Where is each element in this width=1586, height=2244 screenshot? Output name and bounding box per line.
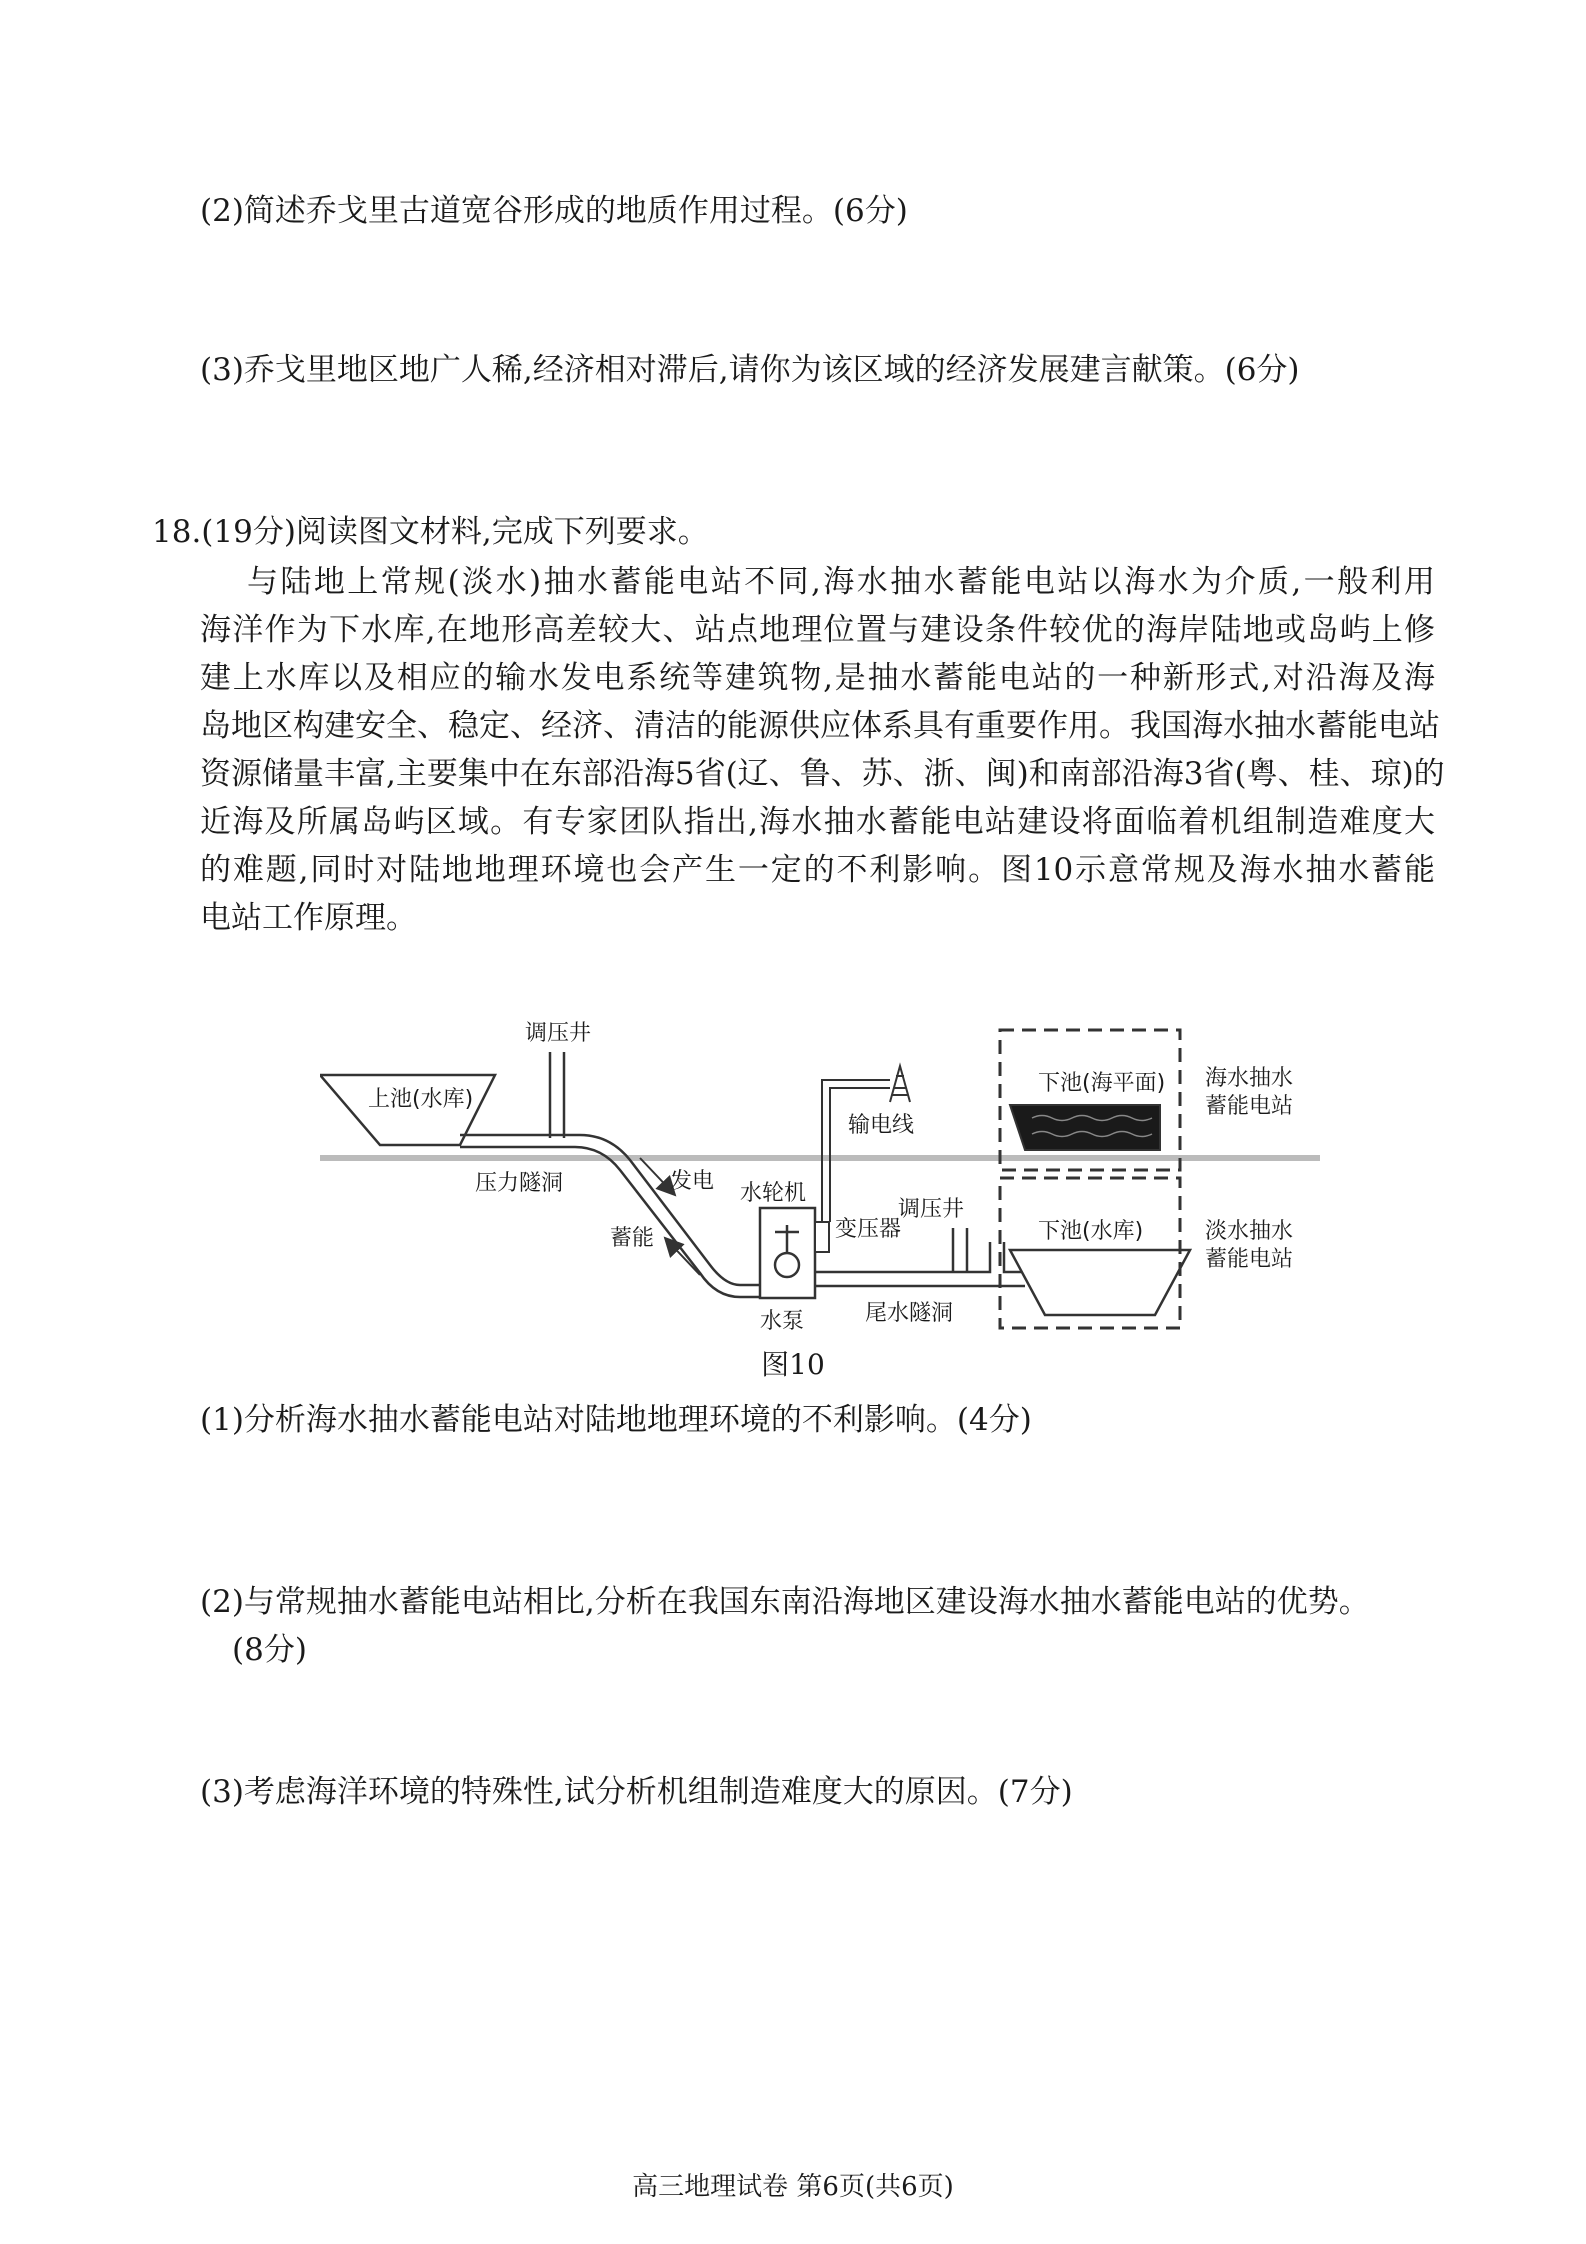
material-line: 的难题,同时对陆地地理环境也会产生一定的不利影响。图10示意常规及海水抽水蓄能 (200, 852, 1435, 888)
surge-shaft-bottom-label: 调压井 (898, 1197, 965, 1222)
upper-pool-label: 上池(水库) (368, 1087, 474, 1112)
seawater-station-label: 海水抽水 (1205, 1066, 1294, 1091)
lower-pool-sea-label: 下池(海平面) (1038, 1071, 1166, 1096)
material-line: 电站工作原理。 (200, 900, 417, 936)
page-footer: 高三地理试卷 第6页(共6页) (632, 2172, 954, 2202)
question-18-header: 18.(19分)阅读图文材料,完成下列要求。 (152, 514, 709, 550)
question-18-1: (1)分析海水抽水蓄能电站对陆地地理环境的不利影响。(4分) (200, 1402, 1032, 1438)
material-line: 建上水库以及相应的输水发电系统等建筑物,是抽水蓄能电站的一种新形式,对沿海及海 (200, 660, 1435, 696)
power-line-label: 输电线 (848, 1113, 915, 1138)
question-17-2: (2)简述乔戈里古道宽谷形成的地质作用过程。(6分) (200, 193, 908, 229)
freshwater-station-label-2: 蓄能电站 (1205, 1247, 1294, 1272)
material-line: 与陆地上常规(淡水)抽水蓄能电站不同,海水抽水蓄能电站以海水为介质,一般利用 (247, 564, 1435, 600)
question-18-3: (3)考虑海洋环境的特殊性,试分析机组制造难度大的原因。(7分) (200, 1774, 1073, 1810)
material-line: 近海及所属岛屿区域。有专家团队指出,海水抽水蓄能电站建设将面临着机组制造难度大 (200, 804, 1435, 840)
transformer-shape (815, 1222, 829, 1252)
question-18-2-score: (8分) (232, 1632, 307, 1668)
figure-10-diagram (320, 1010, 1320, 1340)
power-tower-icon (890, 1066, 910, 1102)
question-17-3: (3)乔戈里地区地广人稀,经济相对滞后,请你为该区域的经济发展建言献策。(6分) (200, 352, 1300, 388)
seawater-station-label-2: 蓄能电站 (1205, 1094, 1294, 1119)
pressure-tunnel-label: 压力隧洞 (475, 1171, 564, 1196)
material-line: 岛地区构建安全、稳定、经济、清洁的能源供应体系具有重要作用。我国海水抽水蓄能电站 (200, 708, 1440, 744)
lower-pool-reservoir-label: 下池(水库) (1038, 1219, 1144, 1244)
transformer-label: 变压器 (835, 1217, 902, 1242)
store-label: 蓄能 (610, 1226, 655, 1251)
power-line (822, 1080, 890, 1222)
tail-tunnel (815, 1242, 1025, 1272)
material-line: 资源储量丰富,主要集中在东部沿海5省(辽、鲁、苏、浙、闽)和南部沿海3省(粤、桂、琼)的 (200, 756, 1445, 792)
question-18-2: (2)与常规抽水蓄能电站相比,分析在我国东南沿海地区建设海水抽水蓄能电站的优势。 (200, 1584, 1370, 1620)
lower-pool-reservoir-shape (1010, 1250, 1190, 1315)
pump-label: 水泵 (760, 1309, 805, 1334)
generate-label: 发电 (670, 1169, 715, 1194)
figure-caption: 图10 (761, 1348, 825, 1381)
sea-level-pool-shape (1010, 1105, 1160, 1150)
surge-shaft-top-label: 调压井 (525, 1021, 592, 1046)
tail-tunnel-label: 尾水隧洞 (865, 1301, 954, 1326)
freshwater-station-label: 淡水抽水 (1205, 1219, 1294, 1244)
turbine-label: 水轮机 (740, 1181, 807, 1206)
material-line: 海洋作为下水库,在地形高差较大、站点地理位置与建设条件较优的海岸陆地或岛屿上修 (200, 612, 1435, 648)
